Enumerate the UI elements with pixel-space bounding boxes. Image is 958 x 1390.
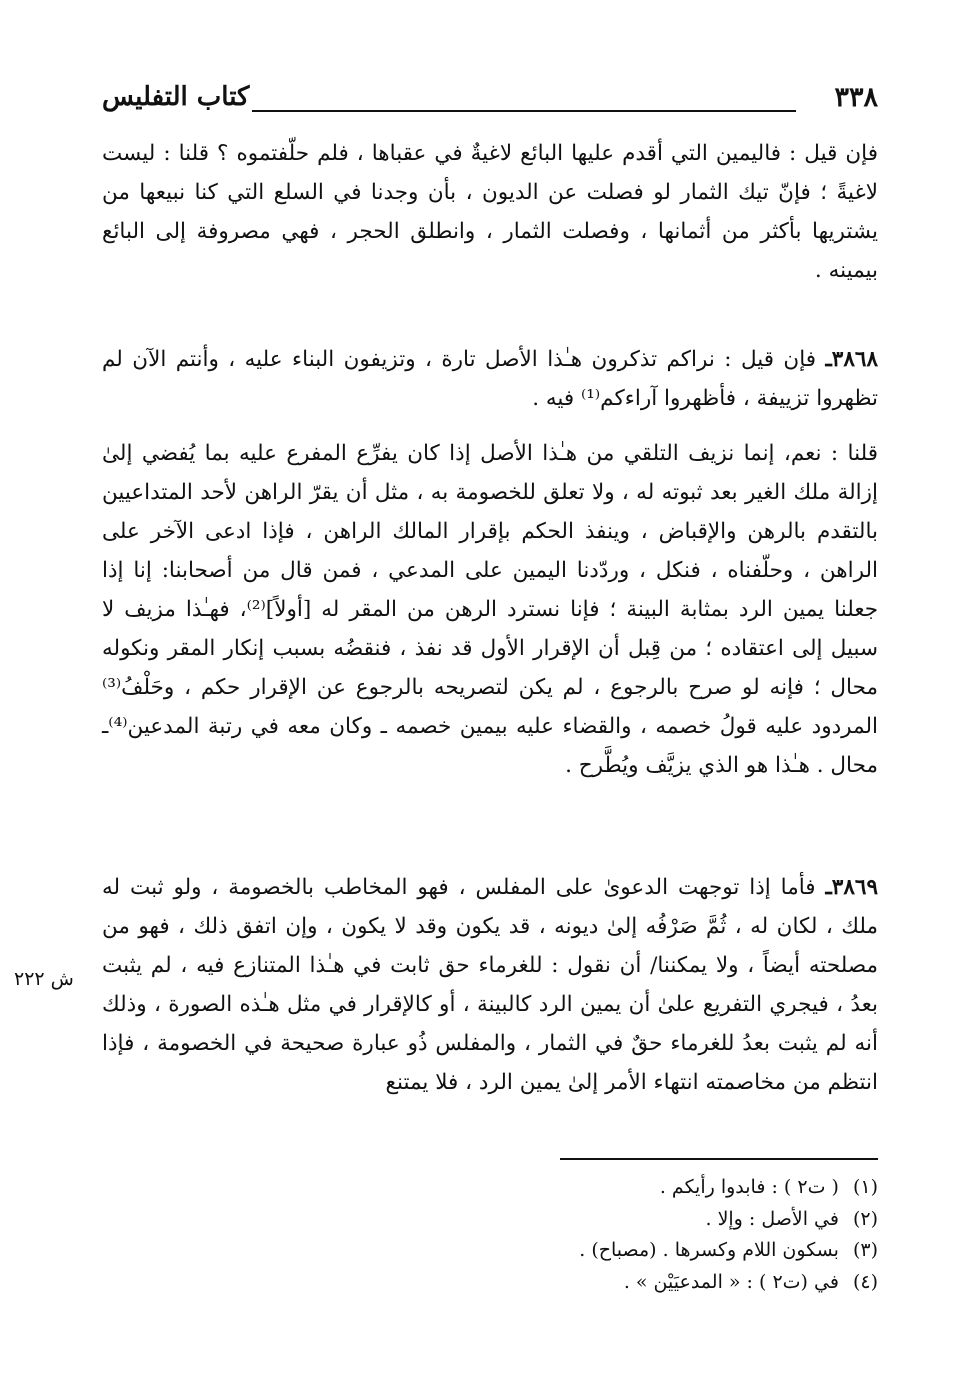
footnote-text: ( ت٢ ) : فابدوا رأيكم . (659, 1176, 839, 1198)
paragraph-3868 (102, 340, 878, 418)
margin-manuscript-note: ش ٢٢٢ (14, 968, 74, 990)
running-title: كتاب التفليس (102, 82, 250, 112)
footnote-item (318, 1204, 878, 1236)
paragraph-1-text: فإن قيل : فاليمين التي أقدم عليها البائع لاغيةٌ في عقباها ، فلم حلّفتموه ؟ قلنا : ليست لاغيةً ؛ فإنّ تيك الثمار لو فصلت عن الديون ، بأن وجدنا في السلع التي كنا نبيعها من يشتريها بأكثر من أثمانها ، وفصلت الثمار ، وانطلق الحجر ، فهي مصروفة إلى البائع بيمينه . (102, 141, 878, 283)
footnote-separator (560, 1158, 878, 1160)
paragraph-3869-text: فأما إذا توجهت الدعوىٰ على المفلس ، فهو المخاطب بالخصومة ، ولو ثبت له ملك ، لكان له ، ثُمَّ صَرْفُه إلىٰ ديونه ، قد يكون وقد لا يكون ، وإن اتفق ذلك ، فهو من مصلحته أيضاً ، ولا يمكننا/ أن نقول : للغرماء حق ثابت في هـٰذا المتنازع فيه ، لم يثبت بعدُ ، فيجري التفريع علىٰ أن يمين الرد كالبينة ، أو كالإقرار في مثل هـٰذه الصورة ، وذلك أنه لم يثبت بعدُ للغرماء حقٌ في الثمار ، والمفلس ذُو عبارة صحيحة في الخصومة ، فإذا انتظم من مخاصمته انتهاء الأمر إلىٰ يمين الرد ، فلا يمتنع (102, 875, 878, 1095)
paragraph-1 (102, 134, 878, 290)
footnote-item (318, 1235, 878, 1267)
paragraph-number: ٣٨٦٨ـ (825, 347, 878, 372)
footnote-number: (١) (852, 1176, 878, 1198)
footnote-text: في الأصل : وإلا . (705, 1207, 839, 1230)
footnote-item (318, 1267, 878, 1299)
header-rule (252, 110, 796, 112)
paragraph-3868-text: فإن قيل : نراكم تذكرون هـٰذا الأصل تارة ، وتزيفون البناء عليه ، وأنتم الآن لم تظهروا تزييفة ، فأظهروا آراءكم⁽¹⁾ فيه . (102, 347, 878, 411)
footnote-number: (٣) (852, 1239, 878, 1261)
paragraph-number: ٣٨٦٩ـ (825, 875, 878, 900)
page-header (102, 78, 878, 124)
footnote-number: (٤) (852, 1270, 878, 1293)
footnotes (318, 1172, 878, 1298)
paragraph-answer (102, 434, 878, 785)
footnote-item (318, 1172, 878, 1204)
paragraph-3869 (102, 868, 878, 1102)
footnote-text: في (ت٢ ) : « المدعيَيْن » . (623, 1270, 839, 1293)
paragraph-answer-text: قلنا : نعم، إنما نزيف التلقي من هـٰذا الأصل إذا كان يفرِّع المفرع عليه بما يُفضي إلىٰ إزالة ملك الغير بعد ثبوته له ، ولا تعلق للخصومة به ، مثل أن يقرّ الراهن لأحد المتداعيين بالتقدم بالرهن والإقباض ، وينفذ الحكم بإقرار المالك الراهن ، فإذا ادعى الآخر على الراهن ، وحلّفناه ، فنكل ، وردّدنا اليمين على المدعي ، فمن قال من أصحابنا: إنا إذا جعلنا يمين الرد بمثابة البينة ؛ فإنا نسترد الرهن من المقر له [أولاً]⁽²⁾، فهـٰذا مزيف لا سبيل إلى اعتقاده ؛ من قِبل أن الإقرار الأول قد نفذ ، فنقضُه بسبب إنكار المقر ونكوله محال ؛ فإنه لو صرح بالرجوع ، لم يكن لتصريحه بالرجوع عن الإقرار حكم ، وحَلْفُ⁽³⁾ المردود عليه قولُ خصمه ، والقضاء عليه بيمين خصمه ـ وكان معه في رتبة المدعين⁽⁴⁾ـ محال . هـٰذا هو الذي يزيَّف ويُطَّرح . (102, 441, 878, 778)
footnote-number: (٢) (852, 1207, 878, 1230)
footnote-text: بسكون اللام وكسرها . (مصباح) . (579, 1239, 839, 1261)
page-number: ٣٣٨ (834, 82, 878, 113)
